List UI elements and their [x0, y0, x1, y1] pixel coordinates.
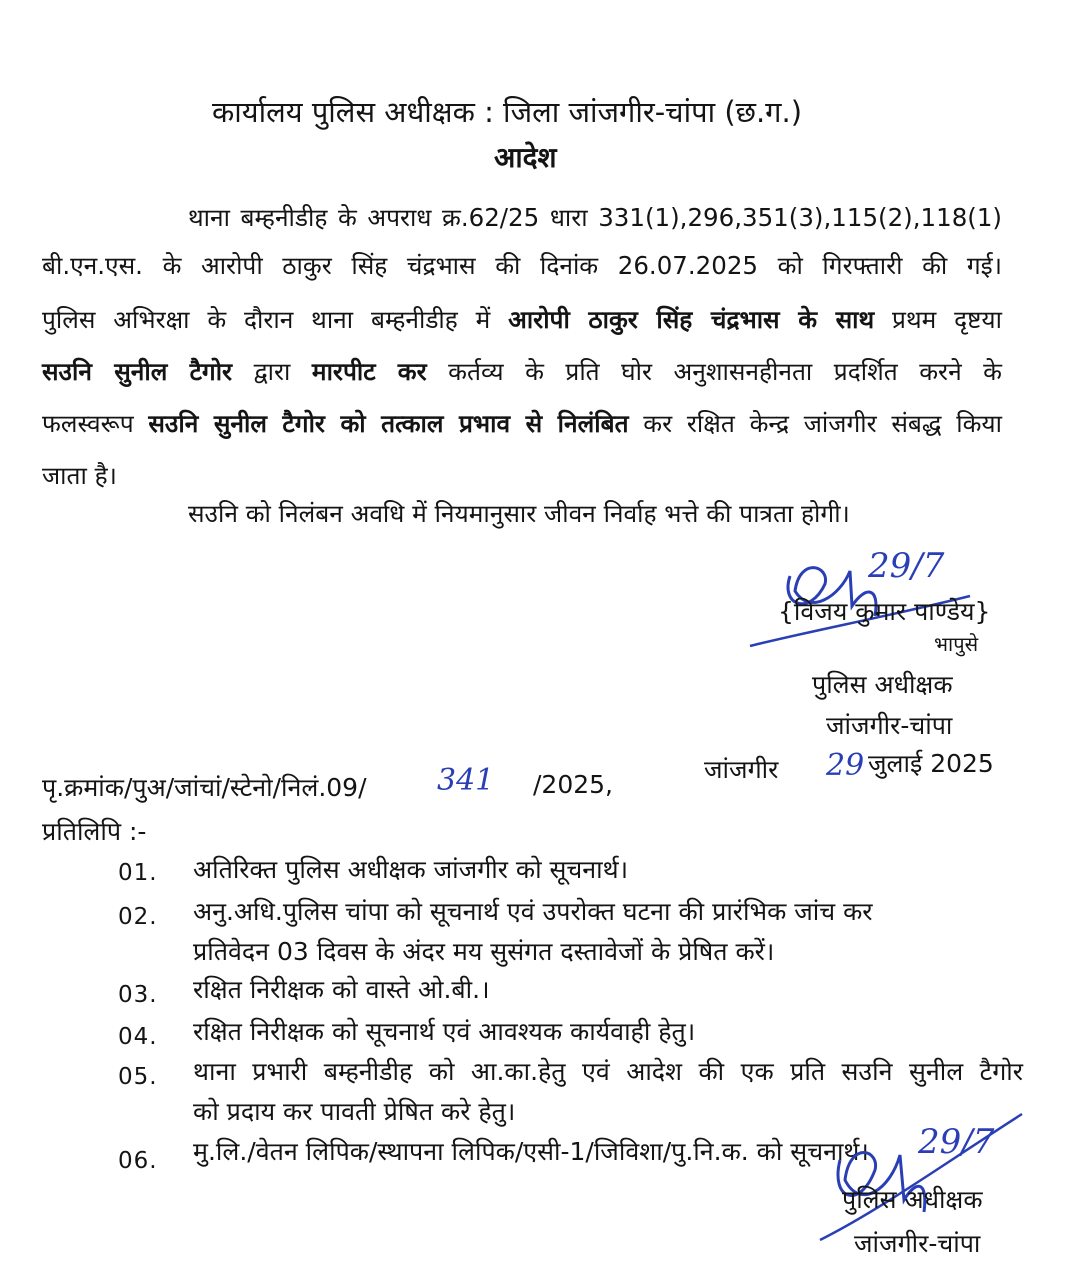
- signature-2-date-mark: 29/7: [918, 1122, 995, 1162]
- body-line-4-b: द्वारा: [232, 357, 312, 386]
- office-title: कार्यालय पुलिस अधीक्षक : जिला जांजगीर-चांपा (छ.ग.): [212, 95, 803, 129]
- copy-item-number: 01.: [118, 860, 158, 886]
- reference-number-handwritten: 341: [437, 763, 495, 798]
- reference-suffix: /2025,: [533, 770, 613, 799]
- copy-item-text: रक्षित निरीक्षक को वास्ते ओ.बी.।: [193, 975, 490, 1004]
- reference-month-year: जुलाई 2025: [868, 749, 994, 778]
- copy-item-text: अनु.अधि.पुलिस चांपा को सूचनार्थ एवं उपरोक्त घटना की प्रारंभिक जांच कर: [193, 897, 873, 926]
- body-line-3-c: प्रथम दृष्टया: [874, 305, 1002, 334]
- copy-item-text: मु.लि./वेतन लिपिक/स्थापना लिपिक/एसी-1/जिविशा/पु.नि.क. को सूचनार्थ।: [193, 1137, 869, 1166]
- signer-2-district: जांजगीर-चांपा: [854, 1229, 981, 1258]
- copy-item-text: रक्षित निरीक्षक को सूचनार्थ एवं आवश्यक कार्यवाही हेतु।: [193, 1017, 696, 1046]
- reference-prefix: पृ.क्रमांक/पुअ/जांचां/स्टेनो/निलं.09/: [42, 773, 367, 802]
- reference-day-handwritten: 29: [826, 748, 865, 783]
- copy-item-text: अतिरिक्त पुलिस अधीक्षक जांजगीर को सूचनार्थ।: [193, 855, 629, 884]
- body-para-2: सउनि को निलंबन अवधि में नियमानुसार जीवन निर्वाह भत्ते की पात्रता होगी।: [188, 499, 850, 528]
- copy-item-number: 04.: [118, 1024, 158, 1050]
- body-line-1: थाना बम्हनीडीह के अपराध क्र.62/25 धारा 331(1),296,351(3),115(2),118(1): [188, 203, 1002, 232]
- signature-date-mark: 29/7: [868, 546, 945, 586]
- copy-item-number: 02.: [118, 904, 158, 930]
- body-line-4-name: सउनि सुनील टैगोर: [42, 357, 233, 386]
- body-line-4: [42, 344, 1002, 400]
- body-line-3-bold: आरोपी ठाकुर सिंह चंद्रभास के साथ: [508, 305, 875, 334]
- copy-item-text: थाना प्रभारी बम्हनीडीह को आ.का.हेतु एवं आदेश की एक प्रति सउनि सुनील टैगोर: [193, 1057, 1023, 1086]
- body-line-2: बी.एन.एस. के आरोपी ठाकुर सिंह चंद्रभास की दिनांक 26.07.2025 को गिरफ्तारी की गई।: [42, 251, 1002, 280]
- body-line-5-bold: सउनि सुनील टैगोर को तत्काल प्रभाव से निलंबित: [148, 409, 629, 438]
- body-line-3: [42, 292, 1002, 348]
- signer-designation: पुलिस अधीक्षक: [812, 670, 953, 699]
- signer-name: {विजय कुमार पाण्डेय}: [778, 597, 991, 626]
- signer-district: जांजगीर-चांपा: [826, 711, 953, 740]
- body-line-5-a: फलस्वरूप: [42, 409, 149, 438]
- copy-to-label: प्रतिलिपि :-: [42, 817, 147, 846]
- reference-place: जांजगीर: [704, 755, 779, 784]
- signer-service: भापुसे: [934, 632, 979, 656]
- body-line-4-bold: मारपीट कर: [311, 357, 427, 386]
- signer-2-designation: पुलिस अधीक्षक: [842, 1185, 983, 1214]
- body-line-4-d: कर्तव्य के प्रति घोर अनुशासनहीनता प्रदर्शित करने के: [426, 357, 1002, 386]
- body-line-5-c: कर रक्षित केन्द्र जांजगीर संबद्ध किया: [628, 409, 1002, 438]
- copy-item-number: 05.: [118, 1064, 158, 1090]
- body-line-6: जाता है।: [42, 461, 117, 490]
- copy-item-number: 03.: [118, 982, 158, 1008]
- copy-item-number: 06.: [118, 1148, 158, 1174]
- body-line-3-a: पुलिस अभिरक्षा के दौरान थाना बम्हनीडीह में: [42, 305, 509, 334]
- copy-item-text-cont: को प्रदाय कर पावती प्रेषित करे हेतु।: [193, 1097, 516, 1126]
- copy-item-text-cont: प्रतिवेदन 03 दिवस के अंदर मय सुसंगत दस्तावेजों के प्रेषित करें।: [193, 937, 775, 966]
- order-heading: आदेश: [494, 141, 557, 174]
- body-line-5: [42, 396, 1002, 452]
